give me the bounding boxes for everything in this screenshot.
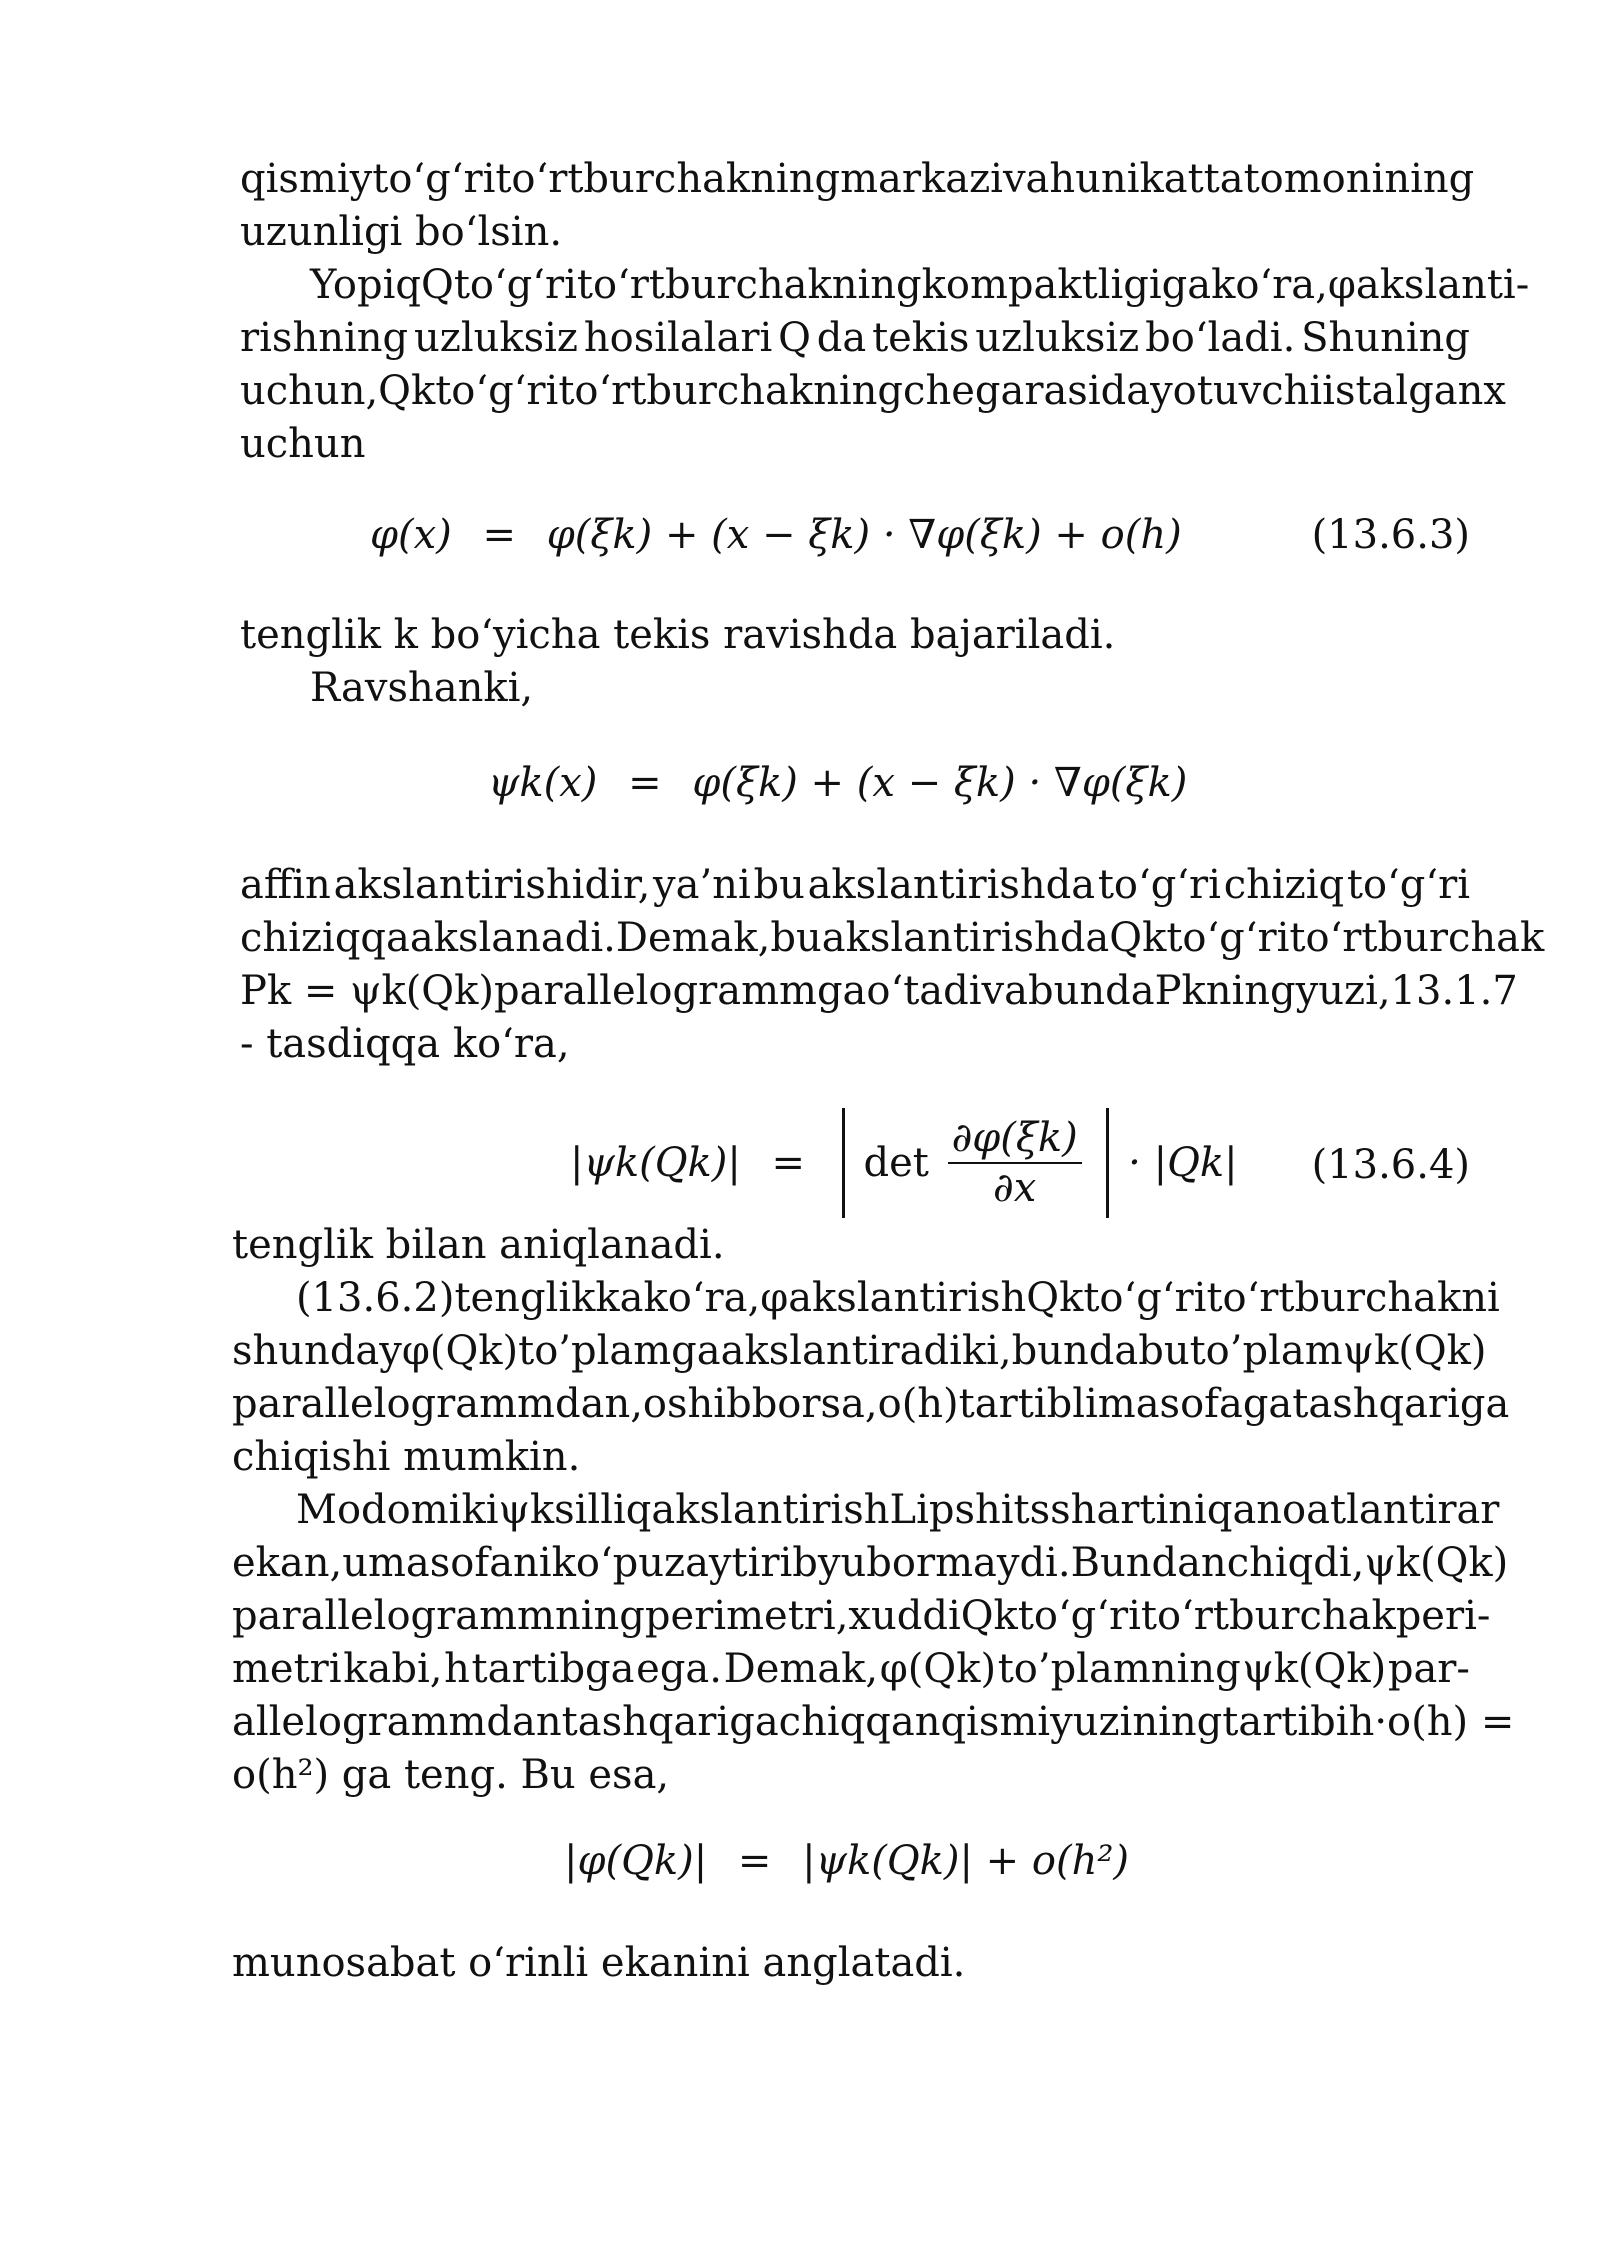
abs-bar-right [1106, 1108, 1109, 1218]
word: tashqariga [1292, 1381, 1510, 1427]
word: akslanadi. [409, 915, 616, 961]
word: to’plamga [518, 1328, 721, 1374]
word: 13.1.7 [1390, 968, 1518, 1014]
word: to‘g‘ri [453, 262, 577, 308]
word: rishning [240, 315, 409, 361]
word: akslantirish [651, 1487, 890, 1533]
eq2-rhs: φ(ξk) + (x − ξk) · ∇φ(ξk) [692, 760, 1188, 806]
equation-13-6-3 [240, 508, 1470, 578]
word: to‘rtburchak [1140, 1593, 1396, 1639]
word: allelogrammdan [232, 1699, 562, 1745]
word: to’plam [1189, 1328, 1343, 1374]
word: silliq [554, 1487, 652, 1533]
word: tartibli [958, 1381, 1098, 1427]
word: markazi [840, 156, 1003, 202]
word: to‘g‘ri [1083, 1275, 1207, 1321]
equation-psi [240, 756, 1470, 826]
word: h [1049, 156, 1076, 202]
word: Demak, [615, 915, 771, 961]
word: ψk(Qk) [1242, 1646, 1387, 1692]
word: uzluksiz [413, 315, 579, 361]
word: qismiy [240, 156, 373, 202]
word: bu [753, 862, 805, 908]
word: Pk = ψk(Qk) [240, 968, 494, 1014]
word: va [1002, 156, 1050, 202]
word: perimetri, [644, 1593, 849, 1639]
eq2-lhs: ψk(x) [488, 760, 598, 806]
word: to‘rtburchak [1289, 915, 1545, 961]
word: φ(Qk) [401, 1328, 519, 1374]
word: o(h) [877, 1381, 959, 1427]
word: oshib [642, 1381, 752, 1427]
word: Qk [1109, 915, 1167, 961]
word: Modomiki [296, 1487, 499, 1533]
equation-13-6-4 [240, 1108, 1470, 1228]
word: masofaga [1097, 1381, 1293, 1427]
eq1-equals: = [482, 512, 517, 558]
word: chiziqqa [240, 915, 410, 961]
equation-number-13-6-3: (13.6.3) [1311, 512, 1470, 558]
word: peri- [1395, 1593, 1491, 1639]
word: to‘rtburchakning [558, 368, 904, 414]
word: ning [1205, 968, 1296, 1014]
text-line-11 [240, 964, 1518, 1018]
eq3-denominator: ∂x [993, 1165, 1037, 1211]
text-line-21 [232, 1642, 1470, 1696]
word: to‘g‘ri [435, 368, 559, 414]
word: chiqqan [778, 1699, 941, 1745]
word: φ [760, 1275, 789, 1321]
word: akslantirishda [807, 862, 1096, 908]
text-line-4 [240, 311, 1470, 365]
word: tomonining [1243, 156, 1475, 202]
word: bu [1138, 1328, 1190, 1374]
eq3-equals: = [771, 1140, 806, 1186]
word: to’plamning [997, 1646, 1241, 1692]
word: parallelogrammga [493, 968, 867, 1014]
text-line-3 [310, 258, 1530, 312]
word: tartibi [1222, 1699, 1349, 1745]
word: xuddi [848, 1593, 961, 1639]
abs-bar-left [842, 1108, 845, 1218]
text-line-6: uchun [240, 421, 366, 467]
word: akslantirish [788, 1275, 1027, 1321]
word: chegarasida [903, 368, 1151, 414]
word: affin [240, 862, 331, 908]
eq4-lhs: |φ(Qk)| [564, 1838, 708, 1884]
word: kabi, [343, 1646, 443, 1692]
word: ψk [498, 1487, 555, 1533]
word: va [981, 968, 1028, 1014]
word: Demak, [723, 1646, 879, 1692]
word: akslanti- [1355, 262, 1530, 308]
text-line-22 [232, 1695, 1515, 1749]
text-line-15 [232, 1324, 1487, 1378]
eq3-det: det [863, 1140, 929, 1186]
equation-number-13-6-4: (13.6.4) [1311, 1142, 1470, 1188]
word: yotuvchi [1150, 368, 1323, 414]
word: metri [232, 1646, 342, 1692]
word: hosilalari [583, 315, 773, 361]
word: Q [778, 315, 811, 361]
text-line-20 [232, 1589, 1491, 1643]
word: to‘rtburchakning [495, 156, 841, 202]
word: chiqdi, [1226, 1540, 1365, 1586]
word: akslantirishidir, [333, 862, 651, 908]
eq2-equals: = [628, 760, 662, 806]
word: Bundan [1070, 1540, 1227, 1586]
word: Yopiq [310, 262, 422, 308]
text-line-8: Ravshanki, [310, 665, 534, 711]
word: to‘g‘ri [1166, 915, 1290, 961]
word: uni [1075, 156, 1140, 202]
word: katta [1139, 156, 1244, 202]
word: Lipshits [889, 1487, 1051, 1533]
word: ya’ni [653, 862, 751, 908]
word: akslantiradiki, [720, 1328, 1012, 1374]
word: akslantirishda [821, 915, 1110, 961]
word: kompaktligiga [921, 262, 1212, 308]
word: φ [1327, 262, 1356, 308]
word: chiziq [1223, 862, 1345, 908]
word: h [444, 1646, 470, 1692]
word: o‘tadi [866, 968, 982, 1014]
word: qanoatlantirar [1206, 1487, 1500, 1533]
word: istalgan [1322, 368, 1484, 414]
word: tekis [872, 315, 970, 361]
word: bunda [1027, 968, 1155, 1014]
text-line-17: chiqishi mumkin. [232, 1434, 581, 1480]
text-line-16 [232, 1377, 1510, 1431]
word: yubormaydi. [817, 1540, 1071, 1586]
text-line-5 [240, 364, 1506, 418]
word: to‘g‘ri [1346, 862, 1470, 908]
word: uzluksiz [975, 315, 1140, 361]
word: tashqariga [561, 1699, 779, 1745]
word: φ(Qk) [879, 1646, 997, 1692]
word: Shuning [1301, 315, 1470, 361]
word: par- [1387, 1646, 1470, 1692]
text-line-19 [232, 1536, 1509, 1590]
text-line-12: - tasdiqqa ko‘ra, [240, 1021, 570, 1067]
word: masofani [368, 1540, 552, 1586]
word: ψk(Qk) [1342, 1328, 1487, 1374]
word: to‘rtburchakni [1206, 1275, 1500, 1321]
word: bunda [1011, 1328, 1139, 1374]
word: h·o(h) = [1348, 1699, 1515, 1745]
word: uchun, [240, 368, 379, 414]
text-line-23: o(h²) ga teng. Bu esa, [232, 1752, 670, 1798]
eq1-lhs: φ(x) [370, 512, 452, 558]
word: parallelogrammning [232, 1593, 645, 1639]
word: to‘rtburchakning [576, 262, 922, 308]
text-line-2: uzunligi bo‘lsin. [240, 209, 563, 255]
word: Qk [378, 368, 436, 414]
word: to‘g‘ri [1017, 1593, 1141, 1639]
word: bo‘ladi. [1145, 315, 1296, 361]
word: to‘g‘ri [1097, 862, 1221, 908]
text-line-14 [296, 1271, 1500, 1325]
text-line-9 [240, 858, 1470, 912]
word: ko‘p [551, 1540, 639, 1586]
word: (13.6.2) [296, 1275, 455, 1321]
word: tartibga [471, 1646, 635, 1692]
word: u [342, 1540, 368, 1586]
text-line-24: munosabat o‘rinli ekanini anglatadi. [232, 1940, 966, 1986]
text-line-1 [240, 152, 1475, 206]
word: Pk [1154, 968, 1206, 1014]
word: yuzining [1050, 1699, 1223, 1745]
word: Qk [1026, 1275, 1084, 1321]
equation-phi-area [240, 1834, 1470, 1904]
eq3-lhs: |ψk(Qk)| [570, 1140, 741, 1186]
word: shartini [1050, 1487, 1207, 1533]
word: Q [421, 262, 454, 308]
text-line-18 [296, 1483, 1500, 1537]
eq1-rhs: φ(ξk) + (x − ξk) · ∇φ(ξk) + o(h) [546, 512, 1182, 558]
word: ega. [636, 1646, 722, 1692]
word: ψk(Qk) [1364, 1540, 1509, 1586]
word: da [816, 315, 867, 361]
word: ekan, [232, 1540, 343, 1586]
word: shunday [232, 1328, 402, 1374]
word: bu [770, 915, 822, 961]
eq4-equals: = [737, 1838, 772, 1884]
word: qismi [940, 1699, 1051, 1745]
word: ko‘ra, [643, 1275, 761, 1321]
text-line-13: tenglik bilan aniqlanadi. [232, 1222, 725, 1268]
eq3-rhs: · |Qk| [1128, 1140, 1238, 1186]
word: uzaytirib [638, 1540, 818, 1586]
word: parallelogrammdan, [232, 1381, 643, 1427]
word: tenglikka [454, 1275, 644, 1321]
word: yuzi, [1295, 968, 1391, 1014]
word: Qk [960, 1593, 1018, 1639]
eq4-rhs: |ψk(Qk)| + o(h²) [802, 1838, 1129, 1884]
text-line-7: tenglik k bo‘yicha tekis ravishda bajariladi. [240, 612, 1116, 658]
word: ko‘ra, [1211, 262, 1328, 308]
word: to‘g‘ri [372, 156, 496, 202]
word: x [1483, 368, 1506, 414]
text-line-10 [240, 911, 1545, 965]
eq3-numerator: ∂φ(ξk) [948, 1114, 1082, 1164]
word: borsa, [751, 1381, 878, 1427]
eq3-fraction [948, 1114, 1082, 1212]
